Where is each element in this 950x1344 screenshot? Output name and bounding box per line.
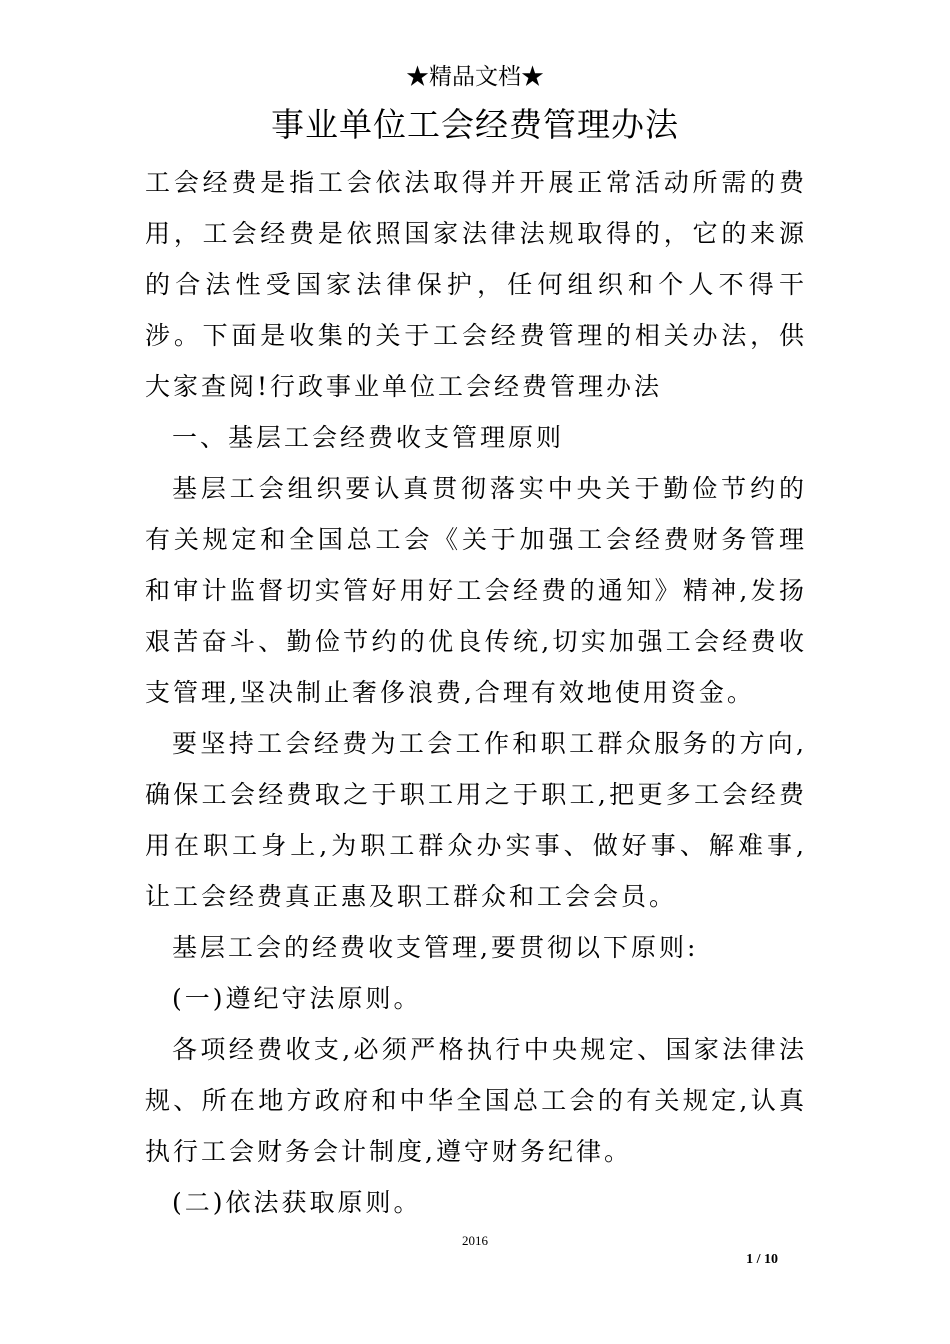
document-body [145, 157, 807, 1228]
page-number: 1 / 10 [746, 1252, 778, 1267]
body-paragraph: 基层工会组织要认真贯彻落实中央关于勤俭节约的有关规定和全国总工会《关于加强工会经费财务管理和审计监督切实管好用好工会经费的通知》精神,发扬艰苦奋斗、勤俭节约的优良传统,切实加强工会经费收支管理,坚决制止奢侈浪费,合理有效地使用资金。 [145, 474, 807, 707]
subsection-heading: (一)遵纪守法原则。 [172, 984, 422, 1013]
header-mark: ★精品文档★ [406, 64, 544, 90]
document-title: 事业单位工会经费管理办法 [271, 105, 679, 144]
body-paragraph: 各项经费收支,必须严格执行中央规定、国家法律法规、所在地方政府和中华全国总工会的有关规定,认真执行工会财务会计制度,遵守财务纪律。 [145, 1035, 807, 1166]
subsection-heading: (二)依法获取原则。 [172, 1188, 422, 1217]
body-paragraph: 基层工会的经费收支管理,要贯彻以下原则: [172, 933, 699, 962]
footer-year: 2016 [462, 1233, 488, 1248]
section-heading: 一、基层工会经费收支管理原则 [172, 423, 565, 452]
body-paragraph: 工会经费是指工会依法取得并开展正常活动所需的费用，工会经费是依照国家法律法规取得的，它的来源的合法性受国家法律保护，任何组织和个人不得干涉。下面是收集的关于工会经费管理的相关办法，供大家查阅!行政事业单位工会经费管理办法 [145, 168, 807, 401]
body-paragraph: 要坚持工会经费为工会工作和职工群众服务的方向,确保工会经费取之于职工用之于职工,把更多工会经费用在职工身上,为职工群众办实事、做好事、解难事,让工会经费真正惠及职工群众和工会会员。 [145, 729, 807, 911]
